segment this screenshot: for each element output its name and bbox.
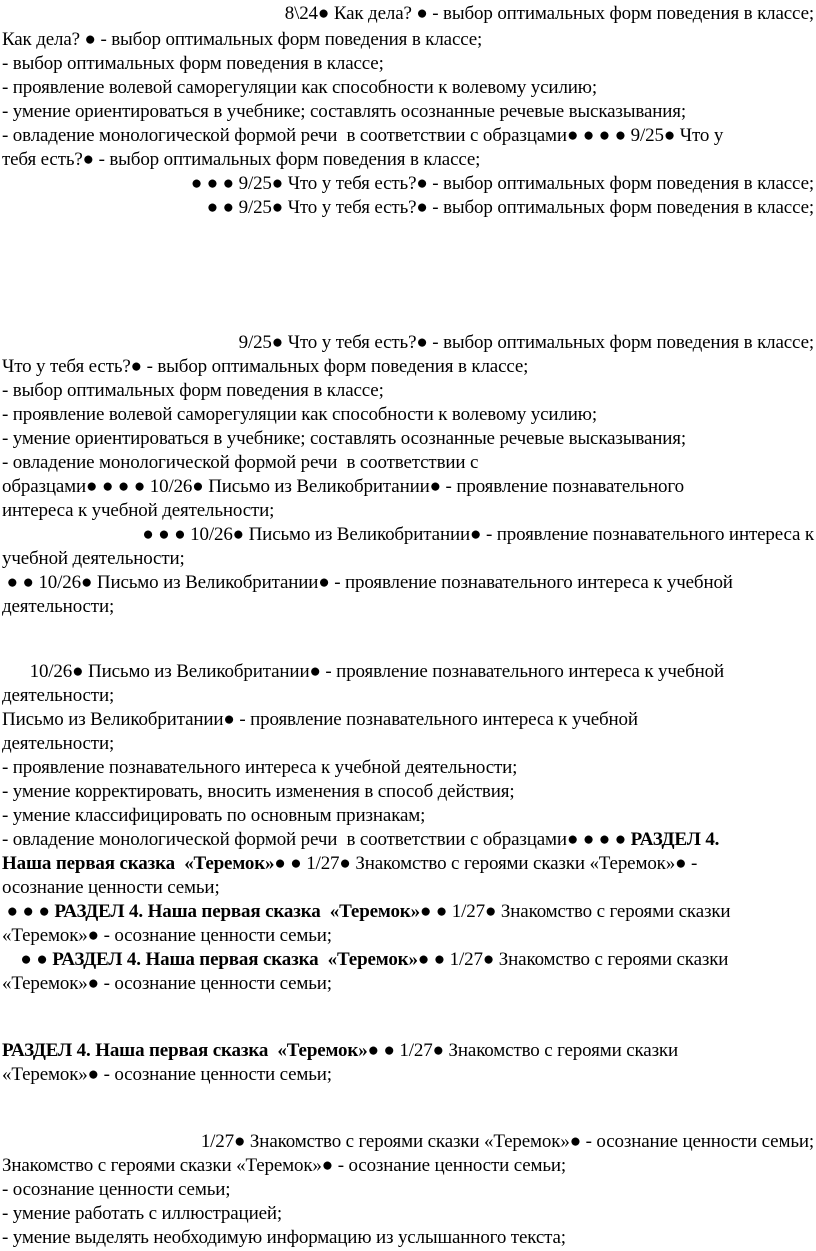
text-run: - умение ориентироваться в учебнике; составлять осознанные речевые высказывания;	[2, 428, 686, 449]
text-line	[2, 52, 814, 76]
text-line	[2, 427, 814, 451]
text-run: ● ●	[2, 949, 53, 970]
text-run: 1/27● Знакомство с героями сказки «Теремок»● - осознание ценности семьи;	[200, 1131, 814, 1152]
text-run: ● ● 10/26● Письмо из Великобритании● - проявление познавательного интереса к учебной	[2, 572, 733, 593]
text-line	[2, 732, 814, 756]
text-line	[2, 451, 814, 475]
text-line	[2, 708, 814, 732]
text-run: интереса к учебной деятельности;	[2, 500, 275, 521]
text-line	[2, 1130, 814, 1154]
bold-text-run: РАЗДЕЛ 4.	[630, 829, 720, 850]
text-line	[2, 28, 814, 52]
text-line	[2, 379, 814, 403]
text-line	[2, 124, 814, 148]
text-line	[2, 571, 814, 595]
text-line	[2, 1154, 814, 1178]
text-run: деятельности;	[2, 733, 115, 754]
text-run: Знакомство с героями сказки «Теремок»● - осознание ценности семьи;	[2, 1155, 567, 1176]
text-line	[2, 756, 814, 780]
text-run: ● ● 1/27● Знакомство с героями сказки «Теремок»● -	[274, 853, 698, 874]
text-run: - умение классифицировать по основным признакам;	[2, 805, 426, 826]
text-line	[2, 852, 814, 876]
text-run: - умение работать с иллюстрацией;	[2, 1203, 283, 1224]
text-run: - выбор оптимальных форм поведения в классе;	[2, 380, 384, 401]
text-run: ● ● 1/27● Знакомство с героями сказки	[417, 949, 729, 970]
text-line	[2, 924, 814, 948]
text-line	[2, 100, 814, 124]
text-run: «Теремок»● - осознание ценности семьи;	[2, 973, 332, 994]
text-line	[2, 523, 814, 547]
text-line	[2, 1226, 814, 1250]
bold-text-run: Наша первая сказка «Теремок»	[2, 853, 275, 874]
text-run: учебной деятельности;	[2, 548, 185, 569]
text-line	[2, 876, 814, 900]
text-run: - проявление волевой саморегуляции как способности к волевому усилию;	[2, 77, 597, 98]
text-line	[2, 595, 814, 619]
text-run: образцами● ● ● ● 10/26● Письмо из Великобритании● - проявление познавательного	[2, 476, 684, 497]
text-run: Как дела? ● - выбор оптимальных форм поведения в классе;	[2, 29, 483, 50]
text-line	[2, 172, 814, 196]
text-run: ● ● ●	[2, 901, 55, 922]
text-run: - овладение монологической формой речи в соответствии с	[2, 452, 479, 473]
text-run: ● ● 1/27● Знакомство с героями сказки	[419, 901, 731, 922]
text-line	[2, 1202, 814, 1226]
text-line	[2, 660, 814, 684]
text-line	[2, 1178, 814, 1202]
text-line	[2, 780, 814, 804]
bold-text-run: РАЗДЕЛ 4. Наша первая сказка «Теремок»	[2, 1040, 368, 1061]
text-run: деятельности;	[2, 596, 115, 617]
text-run: - выбор оптимальных форм поведения в классе;	[2, 53, 384, 74]
text-run: ● ● 1/27● Знакомство с героями сказки	[367, 1040, 679, 1061]
text-run: 8\24● Как дела? ● - выбор оптимальных форм поведения в классе;	[284, 3, 814, 24]
text-line	[2, 355, 814, 379]
text-run: - овладение монологической формой речи в соответствии с образцами● ● ● ● 9/25● Что у	[2, 125, 724, 146]
bold-text-run: РАЗДЕЛ 4. Наша первая сказка «Теремок»	[54, 901, 420, 922]
text-run: «Теремок»● - осознание ценности семьи;	[2, 1064, 332, 1085]
text-run: «Теремок»● - осознание ценности семьи;	[2, 925, 332, 946]
text-line	[2, 684, 814, 708]
text-run: - овладение монологической формой речи в соответствии с образцами● ● ● ●	[2, 829, 631, 850]
text-run: ● ● ● 9/25● Что у тебя есть?● - выбор оптимальных форм поведения в классе;	[190, 173, 814, 194]
text-line	[2, 1039, 814, 1063]
text-line	[2, 547, 814, 571]
text-line	[2, 475, 814, 499]
text-line	[2, 900, 814, 924]
text-run: Что у тебя есть?● - выбор оптимальных форм поведения в классе;	[2, 356, 529, 377]
text-line	[2, 2, 814, 26]
text-run: - проявление волевой саморегуляции как способности к волевому усилию;	[2, 404, 597, 425]
text-run: тебя есть?● - выбор оптимальных форм поведения в классе;	[2, 149, 481, 170]
text-line	[2, 148, 814, 172]
bold-text-run: РАЗДЕЛ 4. Наша первая сказка «Теремок»	[52, 949, 418, 970]
text-run: 9/25● Что у тебя есть?● - выбор оптимальных форм поведения в классе;	[238, 332, 814, 353]
text-line	[2, 948, 814, 972]
text-run: - умение ориентироваться в учебнике; составлять осознанные речевые высказывания;	[2, 101, 686, 122]
text-run: деятельности;	[2, 685, 115, 706]
text-run: ● ● 9/25● Что у тебя есть?● - выбор оптимальных форм поведения в классе;	[206, 197, 814, 218]
text-line	[2, 331, 814, 355]
text-line	[2, 76, 814, 100]
text-line	[2, 499, 814, 523]
text-line	[2, 1063, 814, 1087]
text-run: Письмо из Великобритании● - проявление познавательного интереса к учебной	[2, 709, 638, 730]
text-run: - проявление познавательного интереса к учебной деятельности;	[2, 757, 518, 778]
text-line	[2, 804, 814, 828]
text-run: - умение корректировать, вносить изменения в способ действия;	[2, 781, 515, 802]
text-run: осознание ценности семьи;	[2, 877, 220, 898]
text-run: ● ● ● 10/26● Письмо из Великобритании● - проявление познавательного интереса к	[142, 524, 814, 545]
text-line	[2, 828, 814, 852]
text-run: - умение выделять необходимую информацию из услышанного текста;	[2, 1227, 566, 1248]
text-run: - осознание ценности семьи;	[2, 1179, 231, 1200]
text-line	[2, 403, 814, 427]
text-line	[2, 196, 814, 220]
text-run: 10/26● Письмо из Великобритании● - проявление познавательного интереса к учебной	[2, 661, 724, 682]
text-line	[2, 972, 814, 996]
